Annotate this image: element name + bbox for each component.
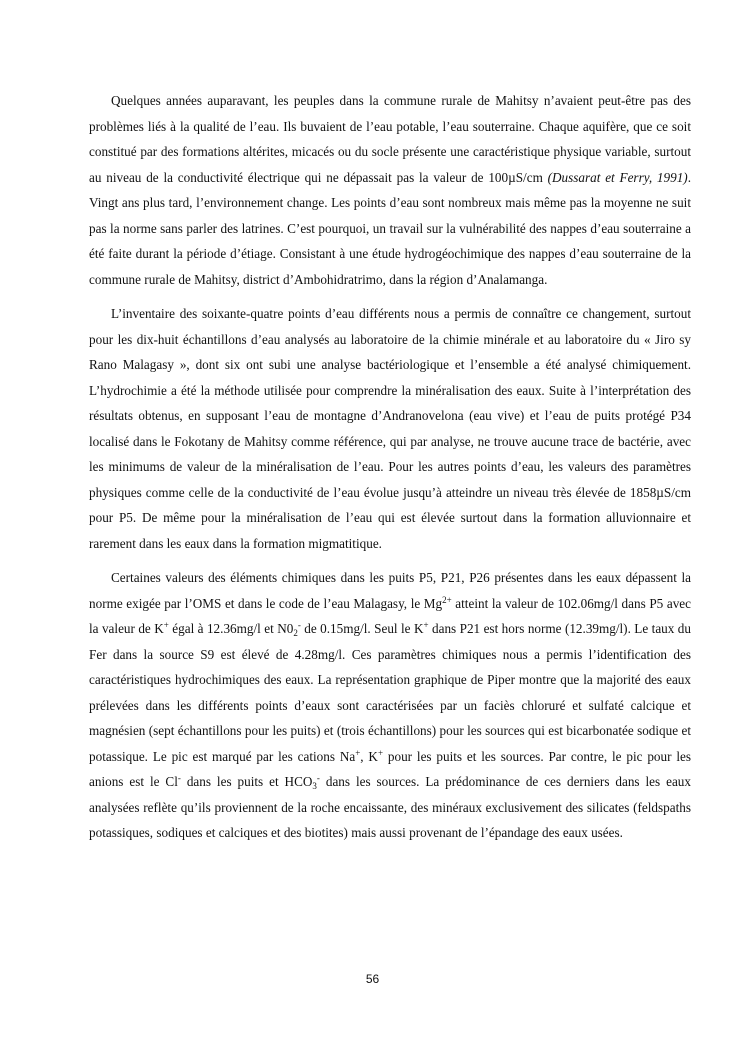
hco3-charge: - [316, 773, 320, 783]
p3-text-6: , K [360, 748, 378, 764]
k-charge-2: + [423, 620, 429, 630]
p3-text-4: de 0.15mg/l. Seul le K [300, 621, 424, 636]
hco3-subscript: 3 [312, 781, 317, 791]
paragraph-3 [89, 565, 691, 846]
paragraph-2 [89, 301, 691, 556]
paragraph-1-text-a: Quelques années auparavant, les peuples dans la commune rurale de Mahitsy n’avaient peut-être pas des problèmes liés à la qualité de l’eau. Ils buvaient de l’eau potable, l’eau souterraine. Chaque aquifère, que ce soit constitué par des formations altérites, micacés ou du socle présente une caractéristique physique variable, surtout au niveau de la conductivité électrique qui ne dépassait pas la valeur de 100µS/cm [89, 93, 691, 185]
cl-charge: - [177, 773, 181, 783]
paragraph-1 [89, 88, 691, 292]
k-charge-3: + [377, 747, 384, 758]
p3-text-2: atteint la valeur de 102.06mg/l dans P5 avec la valeur de K [89, 595, 691, 636]
no2-subscript: 2 [293, 628, 298, 638]
no2-charge: - [297, 620, 301, 630]
p3-text-8: dans les puits et HCO [180, 774, 313, 789]
document-body [89, 88, 691, 855]
paragraph-1-text-b: . Vingt ans plus tard, l’environnement change. Les points d’eau sont nombreux mais même pas la moyenne ne suit pas la norme sans parler des latrines. C’est pourquoi, un travail sur la vulnérabilité des nappes d’eau souterraine a été faite durant la période d’étiage. Consistant à une étude hydrogéochimique des nappes d’eau souterraine de la commune rurale de Mahitsy, district d’Ambohidratrimo, dans la région d’Analamanga. [89, 169, 691, 287]
k-charge-1: + [163, 620, 169, 630]
mg-charge: 2+ [442, 594, 452, 605]
na-charge: + [355, 747, 361, 758]
p3-text-1: Certaines valeurs des éléments chimiques dans les puits P5, P21, P26 présentes dans les eaux dépassent la norme exigée par l’OMS et dans le code de l’eau Malagasy, le Mg [89, 570, 691, 611]
p3-text-5: dans P21 est hors norme (12.39mg/l). Le taux du Fer dans la source S9 est élevé de 4.28mg/l. Ces paramètres chimiques nous a permis l’identification des caractéristiques hydrochimiques des eaux. La représentation graphique de Piper montre que la majorité des eaux prélevées dans les différents points d’eaux sont caractérisées par un faciès chloruré et sulfaté calcique et magnésien (sept échantillons pour les puits) et (trois échantillons) pour les sources qui est bicarbonatée sodique et potassique. Le pic est marqué par les cations Na [89, 621, 691, 764]
p3-text-3: égal à 12.36mg/l et N0 [168, 621, 294, 636]
p3-text-7: pour les puits et les sources. Par contre, le pic pour les anions est le Cl [89, 748, 691, 789]
citation: (Dussarat et Ferry, 1991) [547, 169, 688, 185]
p3-text-9: dans les sources. La prédominance de ces derniers dans les eaux analysées reflète qu’ils proviennent de la roche encaissante, des minéraux exclusivement des silicates (feldspaths potassiques, sodiques et calciques et des biotites) mais aussi provenant de l’épandage des eaux usées. [89, 774, 691, 840]
page-number: 56 [365, 972, 380, 986]
paragraph-2-text: L’inventaire des soixante-quatre points d’eau différents nous a permis de connaître ce changement, surtout pour les dix-huit échantillons d’eau analysés au laboratoire de la chimie minérale et au laboratoire du « Jiro sy Rano Malagasy », dont six ont subi une analyse bactériologique et l’ensemble a été analysé chimiquement. L’hydrochimie a été la méthode utilisée pour comprendre la minéralisation des eaux. Suite à l’interprétation des résultats obtenus, en supposant l’eau de montagne d’Andranovelona (eau vive) et l’eau de puits protégé P34 localisé dans le Fokotany de Mahitsy comme référence, qui par analyse, ne trouve aucune trace de bactérie, avec les minimums de valeur de la minéralisation de l’eau. Pour les autres points d’eau, les valeurs des paramètres physiques comme celle de la conductivité de l’eau évolue jusqu’à atteindre un niveau très élevée de 1858µS/cm pour P5. De même pour la minéralisation de l’eau qui est élevée surtout dans la formation alluvionnaire et rarement dans les eaux dans la formation migmatitique. [89, 306, 691, 551]
